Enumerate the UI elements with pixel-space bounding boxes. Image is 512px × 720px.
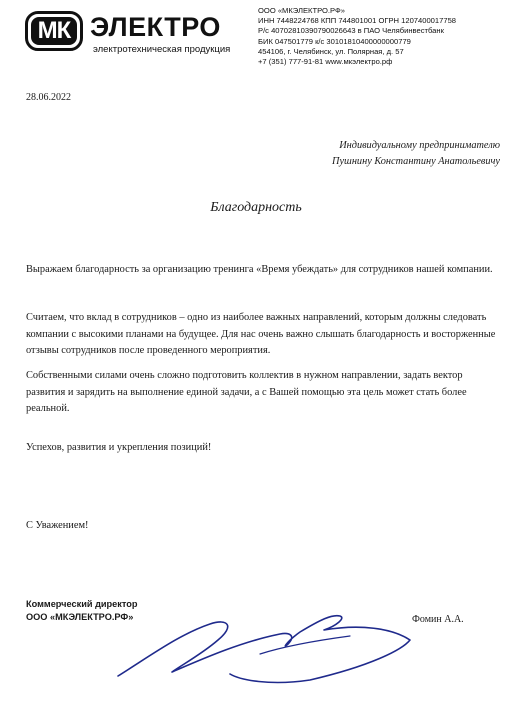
body-paragraph: Собственными силами очень сложно подготовить коллектив в нужном направлении, задать вектор развития и зарядить на выполнение единой задачи, а с Вашей помощью эта цель может стать более реальной. — [26, 370, 467, 415]
closing-salutation: С Уважением! — [26, 520, 89, 531]
letter-title: Благодарность — [210, 200, 302, 215]
logo-wordmark: ЭЛЕКТРО — [90, 12, 221, 42]
logo-badge — [25, 11, 83, 51]
company-logo — [25, 11, 240, 59]
signatory-position: Коммерческий директор — [26, 599, 138, 609]
body-paragraph: Успехов, развития и укрепления позиций! — [26, 442, 212, 453]
requisites-line: 454106, г. Челябинск, ул. Полярная, д. 57 — [258, 46, 404, 56]
addressee-line: Индивидуальному предпринимателю — [339, 140, 500, 151]
addressee — [332, 138, 500, 170]
body-paragraph: Выражаем благодарность за организацию тренинга «Время убеждать» для сотрудников нашей компании. — [26, 264, 493, 275]
requisites-line: +7 (351) 777-91-81 www.мкэлектро.рф — [258, 57, 393, 67]
body-paragraph: Считаем, что вклад в сотрудников – одно из наиболее важных направлений, которым должны следовать компании с высокими планами на будущее. Для нас очень важно слышать благодарность и восторженные отзывы сотрудников после проведенного мероприятия. — [26, 312, 496, 357]
signatory-name: Фомин А.А. — [412, 614, 464, 625]
requisites-line: ИНН 7448224768 КПП 744801001 ОГРН 1207400017758 — [258, 16, 457, 26]
requisites-line: БИК 047501779 к/с 30101810400000000779 — [258, 36, 411, 46]
handwritten-signature — [110, 596, 420, 686]
company-requisites — [258, 6, 508, 67]
addressee-line: Пушнину Константину Анатольевичу — [332, 156, 500, 167]
logo-mark: МК — [31, 17, 77, 45]
signatory-company: ООО «МКЭЛЕКТРО.РФ» — [26, 612, 134, 622]
logo-tagline: электротехническая продукция — [93, 44, 231, 55]
requisites-line: ООО «МКЭЛЕКТРО.РФ» — [258, 6, 346, 15]
requisites-line: Р/с 40702810390790026643 в ПАО Челябинвестбанк — [258, 26, 444, 36]
letter-date: 28.06.2022 — [26, 92, 71, 103]
